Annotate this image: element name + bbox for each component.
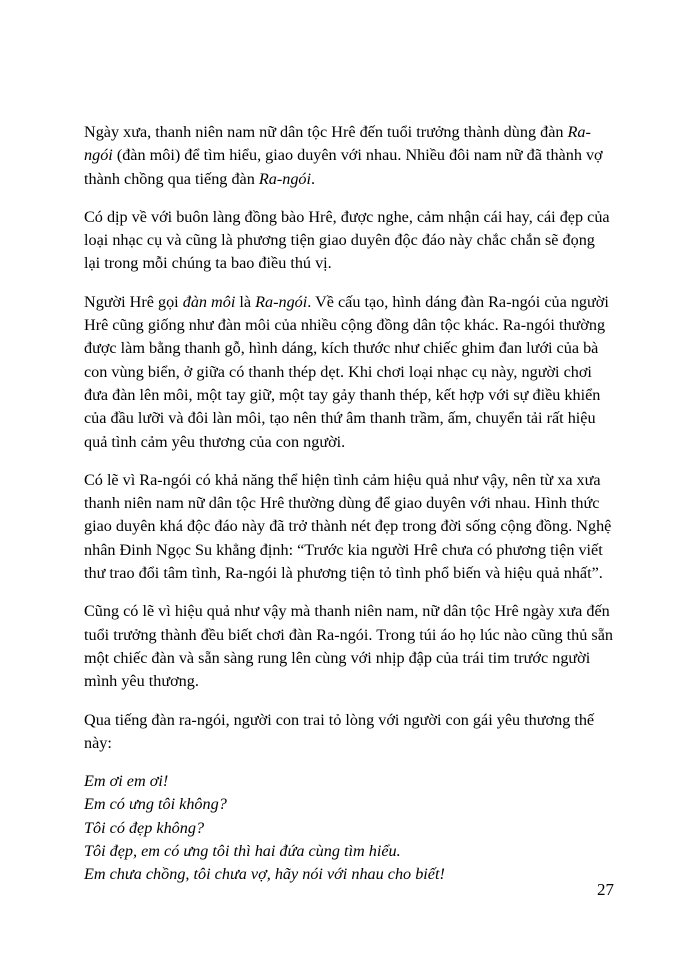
- page-number: 27: [597, 880, 614, 899]
- paragraph-2: Có dịp về với buôn làng đồng bào Hrê, được nghe, cảm nhận cái hay, cái đẹp của loại nhạc cụ và cũng là phương tiện giao duyên độc đáo này chắc chắn sẽ đọng lại trong mỗi chúng ta bao điều thú vị.: [84, 207, 610, 273]
- poem-verse: [84, 770, 614, 886]
- paragraph-3: [84, 291, 614, 454]
- paragraph-1-italic-term-1: Ra-ngói: [84, 123, 591, 165]
- poem-line: Em chưa chồng, tôi chưa vợ, hãy nói với nhau cho biết!: [84, 865, 445, 884]
- poem-line: Em có ưng tôi không?: [84, 795, 227, 814]
- paragraph-3-italic-term-1: đàn môi: [182, 292, 236, 311]
- paragraph-1: [84, 121, 614, 191]
- paragraph-3-text-a: Người Hrê gọi: [84, 292, 183, 311]
- paragraph-1-text-b: (đàn môi) để tìm hiểu, giao duyên với nhau. Nhiều đôi nam nữ đã thành vợ thành chồng qua tiếng đàn: [84, 146, 603, 188]
- poem-line: Em ơi em ơi!: [84, 772, 169, 791]
- paragraph-6: Qua tiếng đàn ra-ngói, người con trai tỏ lòng với người con gái yêu thương thế này:: [84, 710, 595, 752]
- poem-line: Tôi đẹp, em có ưng tôi thì hai đứa cùng tìm hiểu.: [84, 842, 401, 861]
- paragraph-3-italic-term-2: Ra-ngói: [255, 292, 308, 311]
- page-body: [84, 121, 614, 887]
- poem-line: Tôi có đẹp không?: [84, 818, 205, 837]
- paragraph-1-text-c: .: [311, 169, 316, 188]
- paragraph-4: Có lẽ vì Ra-ngói có khả năng thể hiện tình cảm hiệu quả như vậy, nên từ xa xưa thanh niên nam nữ dân tộc Hrê thường dùng để giao duyên với nhau. Hình thức giao duyên khá độc đáo này đã trở thành nét đẹp trong đời sống cộng đồng. Nghệ nhân Đinh Ngọc Su khẳng định: “Trước kia người Hrê chưa có phương tiện viết thư trao đổi tâm tình, Ra-ngói là phương tiện tỏ tình phổ biến và hiệu quả nhất”.: [84, 470, 612, 583]
- paragraph-5: Cũng có lẽ vì hiệu quả như vậy mà thanh niên nam, nữ dân tộc Hrê ngày xưa đến tuổi trưởng thành đều biết chơi đàn Ra-ngói. Trong túi áo họ lúc nào cũng thủ sẵn một chiếc đàn và sẵn sàng rung lên cùng với nhịp đập của trái tim trước người mình yêu thương.: [84, 602, 613, 691]
- paragraph-1-text-a: Ngày xưa, thanh niên nam nữ dân tộc Hrê đến tuổi trưởng thành dùng đàn: [84, 123, 568, 141]
- paragraph-1-italic-term-2: Ra-ngói: [258, 169, 312, 188]
- paragraph-3-text-b: là: [235, 292, 256, 311]
- paragraph-3-text-c: . Về cấu tạo, hình dáng đàn Ra-ngói của người Hrê cũng giống như đàn môi của nhiều cộng đồng dân tộc khác. Ra-ngói thường được làm bằng thanh gỗ, hình dáng, kích thước như chiếc ghim đan lưới của bà con vùng biển, ở giữa có thanh thép dẹt. Khi chơi loại nhạc cụ này, người chơi đưa đàn lên môi, một tay giữ, một tay gảy thanh thép, kết hợp với sự điều khiển của đầu lưỡi và đôi làn môi, tạo nên thứ âm thanh trầm, ấm, chuyển tải rất hiệu quả tình cảm yêu thương của con người.: [84, 292, 609, 451]
